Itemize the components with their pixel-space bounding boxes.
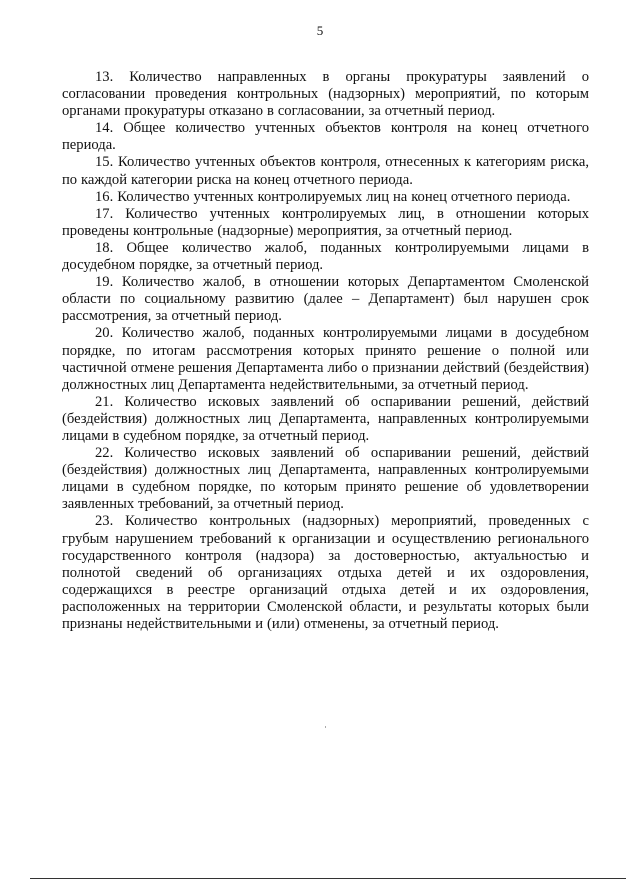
paragraph-13: 13. Количество направленных в органы прокуратуры заявлений о согласовании проведения контрольных (надзорных) мероприятий, по которым органами прокуратуры отказано в согласовании, за отчетный период. xyxy=(62,69,589,120)
paragraph-21: 21. Количество исковых заявлений об оспаривании решений, действий (бездействия) должностных лиц Департамента, направленных контролируемыми лицами в судебном порядке, за отчетный период. xyxy=(62,393,589,444)
paragraph-19: 19. Количество жалоб, в отношении которых Департаментом Смоленской области по социальному развитию (далее – Департамент) был нарушен срок рассмотрения, за отчетный период. xyxy=(62,274,589,325)
paragraph-14: 14. Общее количество учтенных объектов контроля на конец отчетного периода. xyxy=(62,120,589,154)
paragraph-20: 20. Количество жалоб, поданных контролируемыми лицами в досудебном порядке, по итогам рассмотрения которых принято решение о полной или частичной отмене решения Департамента либо о признании действий (бездействия) должностных лиц Департамента недействительными, за отчетный период. xyxy=(62,325,589,393)
paragraph-16: 16. Количество учтенных контролируемых лиц на конец отчетного периода. xyxy=(95,188,571,205)
paragraph-23: 23. Количество контрольных (надзорных) мероприятий, проведенных с грубым нарушением требований к организации и осуществлению регионального государственного контроля (надзора) за достоверностью, актуальностью и полнотой сведений об организациях отдыха детей и их оздоровления, содержащихся в реестре организаций отдыха детей и их оздоровления, расположенных на территории Смоленской области, и результаты которых были признаны недействительными и (или) отменены, за отчетный период. xyxy=(62,513,589,632)
paragraph-22: 22. Количество исковых заявлений об оспаривании решений, действий (бездействия) должностных лиц Департамента, направленных контролируемыми лицами в судебном порядке, по которым принято решение об удовлетворении заявленных требований, за отчетный период. xyxy=(62,445,589,513)
page-number: 5 xyxy=(316,23,324,38)
paragraph-17: 17. Количество учтенных контролируемых лиц, в отношении которых проведены контрольные (надзорные) мероприятия, за отчетный период. xyxy=(62,205,589,239)
bottom-rule xyxy=(30,878,626,879)
document-body xyxy=(62,69,589,633)
paragraph-15: 15. Количество учтенных объектов контроля, отнесенных к категориям риска, по каждой категории риска на конец отчетного периода. xyxy=(62,154,589,188)
scan-speck xyxy=(325,726,326,728)
paragraph-18: 18. Общее количество жалоб, поданных контролируемыми лицами в досудебном порядке, за отчетный период. xyxy=(62,239,589,274)
